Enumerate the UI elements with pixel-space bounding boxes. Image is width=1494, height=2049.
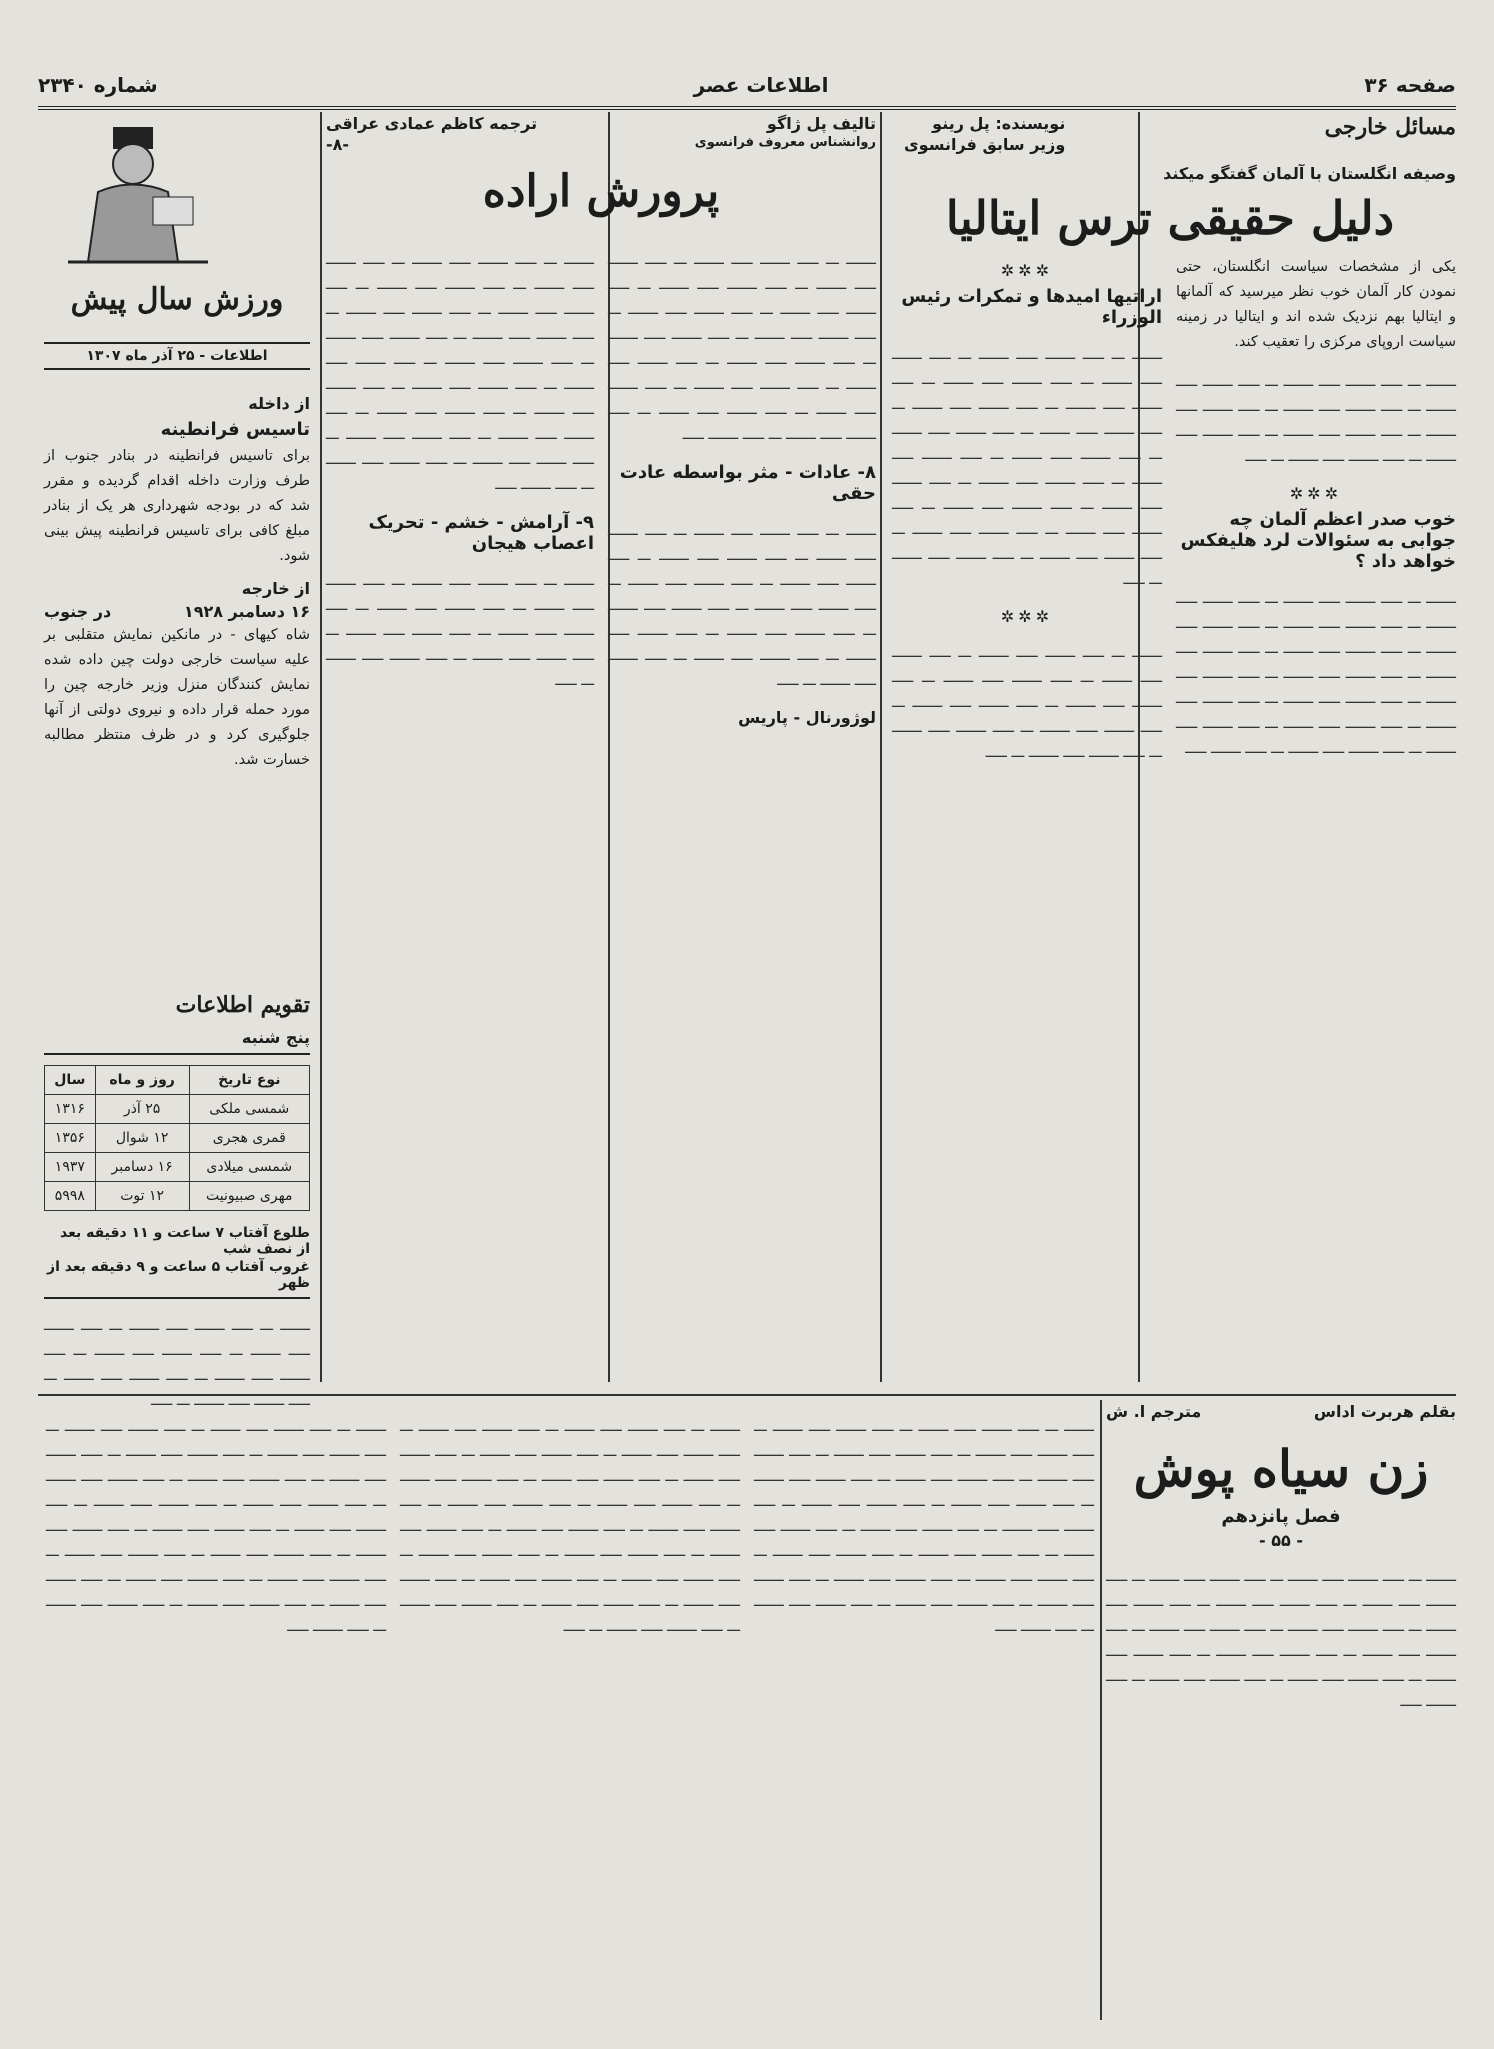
story-title: زن سیاه پوش (1133, 1439, 1429, 1498)
serial-title: پرورش اراده (482, 166, 720, 217)
story-body (38, 1400, 1094, 2020)
column-rule (1100, 1400, 1102, 2020)
article-body: ـــــــ ـــ ـــــ ـــــــ ـــــ ـــــــ ـــ ـــــ ـــــــ ـــــ ـــــــ ـــ ـــــ ـــــــ ـــــ ـــــــ ـــ ـــــ ـــــــ ـــــ ـــــــ ـــ ـــــ ـــــــ ـــــ ـــــــ ـــ ـــــ ـــــــ ـــــ ـــــــ ـــ ـــــ ـــــــ ـــــ ـــــــ ـــ ـــــ ـــــــ ـــــ ـــــــ ـــ ـــــ ـــــــ ـــــ ـــــــ ـــ ـــــ ـــــــ ـــــ ـــــــ ـــ ـــــ ـــــــ ـــــ ـــــــ ـــ ـــــ (608, 522, 876, 689)
article-title: دلیل حقیقی ترس ایتالیا (945, 191, 1395, 245)
calendar-cell: ۱۹۳۷ (45, 1153, 96, 1182)
foreign-label: از خارجه (241, 579, 310, 598)
sunrise-line: طلوع آفتاب ۷ ساعت و ۱۱ دقیقه بعد از نصف شب (59, 1225, 310, 1257)
section-title: ورزش سال پیش (70, 282, 284, 317)
calendar-cell: شمسی ملکی (189, 1095, 309, 1124)
author-role: وزیر سابق فرانسوی (904, 135, 1066, 154)
article-body: ـــــــ ـــ ـــــ ـــــــ ـــــ ـــــــ ـــ ـــــ ـــــــ ـــــ ـــــــ ـــ ـــــ ـــــــ ـــــ ـــــــ ـــ ـــــ ـــــــ ـــــ ـــــــ ـــ ـــــ ـــــــ ـــــ ـــــــ ـــ ـــــ ـــــــ ـــــ ـــــــ ـــ ـــــ ـــــــ ـــــ ـــــــ ـــ ـــــ ـــــــ ـــــ ـــــــ ـــ ـــــ ـــــــ ـــــ ـــــــ ـــ ـــــ ـــــــ ـــــ ـــــــ ـــ ـــــ ـــــــ ـــــ ـــــــ ـــ ـــــ ـــــــ ـــــ ـــــــ ـــ ـــــ ـــــــ ـــــ ـــــــ ـــ ـــــ ـــــــ ـــــ ـــــــ ـــ ـــــ ـــــــ ـــــ ـــــــ ـــ ـــــ ـــــــ ـــــ ـــــــ ـــ ـــــ (892, 346, 1162, 588)
calendar-cell: ۱۲ توت (95, 1182, 189, 1211)
author-label: نویسنده: پل رینو (932, 114, 1066, 133)
story-author: بقلم هربرت اداس (1313, 1402, 1456, 1421)
article-body: ـــــــ ـــ ـــــ ـــــــ ـــــ ـــــــ ـــ ـــــ ـــــــ ـــــ ـــــــ ـــ ـــــ ـــــــ ـــــ ـــــــ ـــ ـــــ ـــــــ ـــــ ـــــــ ـــ ـــــ ـــــــ ـــــ ـــــــ ـــ ـــــ ـــــــ ـــــ ـــــــ ـــ ـــــ (44, 1317, 310, 1409)
table-row (45, 1182, 310, 1211)
foreign-affairs-article (884, 112, 1456, 1382)
table-row (45, 1124, 310, 1153)
section-divider: ✲✲✲ (1000, 261, 1054, 280)
foreign-date: ۱۶ دسامبر ۱۹۲۸ (183, 602, 310, 621)
article-body: ـــــــ ـــ ـــــ ـــــــ ـــــ ـــــــ ـــ ـــــ ـــــــ ـــــ ـــــــ ـــ ـــــ ـــــــ ـــــ ـــــــ ـــ ـــــ ـــــــ ـــــ ـــــــ ـــ ـــــ ـــــــ ـــــ ـــــــ ـــ ـــــ ـــــــ ـــــ ـــــــ ـــ ـــــ ـــــــ ـــــ ـــــــ ـــ ـــــ (326, 572, 594, 689)
story-chapter: فصل پانزدهم (1221, 1506, 1341, 1527)
calendar-title: تقویم اطلاعات (175, 992, 310, 1018)
left-column (38, 112, 316, 1409)
article-body: ـــــــ ـــ ـــــ ـــــــ ـــــ ـــــــ ـــ ـــــ ـــــــ ـــــ ـــــــ ـــ ـــــ ـــــــ ـــــ ـــــــ ـــ ـــــ ـــــــ ـــــ ـــــــ ـــ ـــــ ـــــــ ـــــ ـــــــ ـــ ـــــ ـــــــ ـــــ ـــــــ ـــ ـــــ ـــــــ ـــــ ـــــــ ـــ ـــــ ـــــــ ـــــ ـــــــ ـــ ـــــ (892, 644, 1162, 761)
article-subhead: ۹- آرامش - خشم - تحریک اعصاب هیجان (368, 512, 594, 554)
translator-label: ترجمه کاظم عمادی عراقی (326, 114, 538, 133)
section-divider: ✲✲✲ (1289, 484, 1343, 503)
article-body: ـــــــ ـــ ـــــ ـــــــ ـــــ ـــــــ ـــ ـــــ ـــــــ ـــــ ـــــــ ـــ ـــــ ـــــــ ـــــ ـــــــ ـــ ـــــ ـــــــ ـــــ ـــــــ ـــ ـــــ ـــــــ ـــــ ـــــــ ـــ ـــــ ـــــــ ـــــ ـــــــ ـــ ـــــ ـــــــ ـــــ ـــــــ ـــ ـــــ ـــــــ ـــــ ـــــــ ـــ ـــــ ـــــــ ـــــ ـــــــ ـــ ـــــ ـــــــ ـــــ ـــــــ ـــ ـــــ ـــــــ ـــــ ـــــــ ـــ ـــــ ـــــــ ـــــ ـــــــ ـــ ـــــ ـــــــ ـــــ ـــــــ ـــ ـــــ ـــــــ ـــــ (608, 251, 876, 443)
article-subhead: اراتیها امیدها و تمکرات رئیس الوزراء (901, 286, 1162, 328)
calendar-cell: ۲۵ آذر (95, 1095, 189, 1124)
calendar-cell: شمسی میلادی (189, 1153, 309, 1182)
article-body: ـــــــ ـــ ـــــ ـــــــ ـــــ ـــــــ ـــ ـــــ ـــــــ ـــــ ـــــــ ـــ ـــــ ـــــــ ـــــ ـــــــ ـــ ـــــ ـــــــ ـــــ ـــــــ ـــ ـــــ ـــــــ ـــــ ـــــــ ـــ ـــــ ـــــــ ـــــ ـــــــ ـــ ـــــ ـــــــ ـــــ ـــــــ ـــ ـــــ (1176, 373, 1456, 465)
dateline: لوژورنال - پاریس (738, 708, 876, 727)
serial-article (326, 112, 876, 1382)
column-rule (320, 112, 322, 1382)
paper-name: اطلاعات عصر (693, 73, 829, 97)
sunset-line: غروب آفتاب ۵ ساعت و ۹ دقیقه بعد از ظهر (44, 1259, 310, 1299)
author-label: تالیف پل ژاگو (766, 114, 876, 133)
domestic-label: از داخله (248, 394, 310, 413)
article-body: ـــــــ ـــ ـــــ ـــــــ ـــــ ـــــــ ـــ ـــــ ـــــــ ـــــ ـــــــ ـــ ـــــ ـــــــ ـــــ ـــــــ ـــ ـــــ ـــــــ ـــــ ـــــــ ـــ ـــــ ـــــــ ـــــ ـــــــ ـــ ـــــ ـــــــ ـــــ ـــــــ ـــ ـــــ ـــــــ ـــــ ـــــــ ـــ ـــــ ـــــــ ـــــ ـــــــ ـــ ـــــ ـــــــ ـــــ ـــــــ ـــ ـــــ ـــــــ ـــــ ـــــــ ـــ ـــــ ـــــــ ـــــ ـــــــ ـــ ـــــ ـــــــ ـــــ ـــــــ ـــ ـــــ ـــــــ ـــــ ـــــــ ـــ ـــــ ـــــــ ـــــ ـــــــ ـــ ـــــ ـــــــ ـــــ ـــــــ ـــ ـــــ ـــــــ ـــــ ـــــــ ـــ ـــــ ـــــــ ـــــ ـــــــ ـــ ـــــ ـــــــ ـــــ ـــــــ ـــ ـــــ ـــــــ ـــــ ـــــــ ـــ ـــــ ـــــــ ـــــ (754, 1418, 1094, 1635)
story-part: - ۵۵ - (1259, 1531, 1303, 1550)
reference-line: اطلاعات - ۲۵ آذر ماه ۱۳۰۷ (44, 342, 310, 370)
column-rule (880, 112, 882, 1382)
section-label: مسائل خارجی (1324, 114, 1456, 140)
calendar-cell: قمری هجری (189, 1124, 309, 1153)
foreign-body: شاه کیهای - در مانکین نمایش متقلبی بر علیه سیاست خارجی دولت چین داده شده نمایش کنندگان منزل وزیر خارجه چین را مورد حمله قرار داده و نیروی دولتی از آنها جلوگیری کرد و در ظرف منتظر مطالبه خسارت شد. (44, 627, 310, 768)
article-kicker: وصیفه انگلستان با آلمان گفتگو میکند (1163, 164, 1456, 183)
calendar-cell: مهری صبیونیت (189, 1182, 309, 1211)
author-role: روانشناس معروف فرانسوی (694, 135, 876, 150)
masthead (38, 64, 1456, 110)
section-divider: ✲✲✲ (1000, 607, 1054, 626)
calendar-cell: ۱۳۱۶ (45, 1095, 96, 1124)
table-row (45, 1095, 310, 1124)
article-subhead: ۸- عادات - مثر بواسطه عادت حقی (619, 462, 876, 504)
article-body: ـــــــ ـــ ـــــ ـــــــ ـــــ ـــــــ ـــ ـــــ ـــــــ ـــــ ـــــــ ـــ ـــــ ـــــــ ـــــ ـــــــ ـــ ـــــ ـــــــ ـــــ ـــــــ ـــ ـــــ ـــــــ ـــــ ـــــــ ـــ ـــــ ـــــــ ـــــ ـــــــ ـــ ـــــ ـــــــ ـــــ ـــــــ ـــ ـــــ ـــــــ ـــــ ـــــــ ـــ ـــــ ـــــــ ـــــ ـــــــ ـــ ـــــ ـــــــ ـــــ ـــــــ ـــ ـــــ ـــــــ ـــــ ـــــــ ـــ ـــــ ـــــــ ـــــ ـــــــ ـــ ـــــ ـــــــ ـــــ ـــــــ ـــ ـــــ ـــــــ ـــــ (1176, 590, 1456, 757)
calendar-header: نوع تاریخ (189, 1066, 309, 1095)
page-number: صفحه ۳۶ (1364, 73, 1456, 97)
article-lead: یکی از مشخصات سیاست انگلستان، حتی نمودن کار آلمان خوب نظر میرسید که آلمانها و ایتالیا بهم نزدیک شده اند و ایتالیا در زمینه سیاست اروپای مرکزی را تعقیب کند. (1176, 259, 1456, 350)
calendar-cell: ۱۲ شوال (95, 1124, 189, 1153)
article-body: ـــــــ ـــ ـــــ ـــــــ ـــــ ـــــــ ـــ ـــــ ـــــــ ـــــ ـــــــ ـــ ـــــ ـــــــ ـــــ ـــــــ ـــ ـــــ ـــــــ ـــــ ـــــــ ـــ ـــــ ـــــــ ـــــ ـــــــ ـــ ـــــ ـــــــ ـــــ ـــــــ ـــ ـــــ ـــــــ ـــــ ـــــــ ـــ ـــــ ـــــــ ـــــ ـــــــ ـــ ـــــ ـــــــ ـــــ ـــــــ ـــ ـــــ ـــــــ ـــــ ـــــــ ـــ ـــــ ـــــــ ـــــ ـــــــ ـــ ـــــ ـــــــ ـــــ ـــــــ ـــ ـــــ ـــــــ ـــــ ـــــــ ـــ ـــــ ـــــــ ـــــ ـــــــ ـــ ـــــ ـــــــ ـــــ ـــــــ ـــ ـــــ ـــــــ ـــــ ـــــــ ـــ ـــــ ـــــــ ـــــ ـــــــ ـــ ـــــ ـــــــ ـــــ ـــــــ ـــ ـــــ ـــــــ ـــــ ـــــــ ـــ ـــــ ـــــــ ـــــ (46, 1418, 386, 1635)
calendar-cell: ۱۳۵۶ (45, 1124, 96, 1153)
table-row (45, 1153, 310, 1182)
story-header (1106, 1400, 1456, 2020)
article-body: ـــــــ ـــ ـــــ ـــــــ ـــــ ـــــــ ـــ ـــــ ـــــــ ـــــ ـــــــ ـــ ـــــ ـــــــ ـــــ ـــــــ ـــ ـــــ ـــــــ ـــــ ـــــــ ـــ ـــــ ـــــــ ـــــ ـــــــ ـــ ـــــ ـــــــ ـــــ ـــــــ ـــ ـــــ ـــــــ ـــــ ـــــــ ـــ ـــــ ـــــــ ـــــ ـــــــ ـــ ـــــ ـــــــ ـــــ ـــــــ ـــ ـــــ ـــــــ ـــــ ـــــــ ـــ ـــــ ـــــــ ـــــ ـــــــ ـــ ـــــ ـــــــ ـــــ ـــــــ ـــ ـــــ ـــــــ ـــــ (1106, 1568, 1456, 1710)
domestic-body: برای تاسیس فرانطینه در بنادر جنوب از طرف وزارت داخله اقدام گردیده و مقرر شد که در بودجه شهرداری هر یک از بنادر مبلغ کافی برای تاسیس فرانطینه پیش بینی شود. (44, 448, 310, 564)
calendar-table (44, 1065, 310, 1211)
calendar-day: پنج شنبه (44, 1028, 310, 1055)
part-number: -۸- (326, 135, 350, 154)
calendar-cell: ۵۹۹۸ (45, 1182, 96, 1211)
article-body: ـــــــ ـــ ـــــ ـــــــ ـــــ ـــــــ ـــ ـــــ ـــــــ ـــــ ـــــــ ـــ ـــــ ـــــــ ـــــ ـــــــ ـــ ـــــ ـــــــ ـــــ ـــــــ ـــ ـــــ ـــــــ ـــــ ـــــــ ـــ ـــــ ـــــــ ـــــ ـــــــ ـــ ـــــ ـــــــ ـــــ ـــــــ ـــ ـــــ ـــــــ ـــــ ـــــــ ـــ ـــــ ـــــــ ـــــ ـــــــ ـــ ـــــ ـــــــ ـــــ ـــــــ ـــ ـــــ ـــــــ ـــــ ـــــــ ـــ ـــــ ـــــــ ـــــ ـــــــ ـــ ـــــ ـــــــ ـــــ ـــــــ ـــ ـــــ ـــــــ ـــــ ـــــــ ـــ ـــــ ـــــــ ـــــ ـــــــ ـــ ـــــ ـــــــ ـــــ ـــــــ ـــ ـــــ ـــــــ ـــــ ـــــــ ـــ ـــــ ـــــــ ـــــ ـــــــ ـــ ـــــ ـــــــ ـــــ ـــــــ ـــ ـــــ ـــــــ ـــــ ـــــــ ـــ ـــــ (400, 1418, 740, 1635)
article-subhead: خوب صدر اعظم آلمان چه جوابی به سئوالات لرد هلیفکس خواهد داد ؟ (1180, 509, 1456, 572)
cartoon-illustration (58, 122, 218, 272)
calendar-header: سال (45, 1066, 96, 1095)
domestic-headline: تاسیس فرانطینه (160, 419, 310, 440)
calendar-header: روز و ماه (95, 1066, 189, 1095)
story-translator: مترجم ا. ش (1106, 1402, 1202, 1421)
calendar-cell: ۱۶ دسامبر (95, 1153, 189, 1182)
issue-number: شماره ۲۳۴۰ (38, 73, 158, 97)
foreign-location: در جنوب (44, 602, 112, 621)
article-body: ـــــــ ـــ ـــــ ـــــــ ـــــ ـــــــ ـــ ـــــ ـــــــ ـــــ ـــــــ ـــ ـــــ ـــــــ ـــــ ـــــــ ـــ ـــــ ـــــــ ـــــ ـــــــ ـــ ـــــ ـــــــ ـــــ ـــــــ ـــ ـــــ ـــــــ ـــــ ـــــــ ـــ ـــــ ـــــــ ـــــ ـــــــ ـــ ـــــ ـــــــ ـــــ ـــــــ ـــ ـــــ ـــــــ ـــــ ـــــــ ـــ ـــــ ـــــــ ـــــ ـــــــ ـــ ـــــ ـــــــ ـــــ ـــــــ ـــ ـــــ ـــــــ ـــــ ـــــــ ـــ ـــــ ـــــــ ـــــ ـــــــ ـــ ـــــ ـــــــ ـــــ ـــــــ ـــ ـــــ ـــــــ ـــــ ـــــــ ـــ ـــــ ـــــــ ـــــ ـــــــ ـــ ـــــ ـــــــ ـــــ (326, 251, 594, 493)
